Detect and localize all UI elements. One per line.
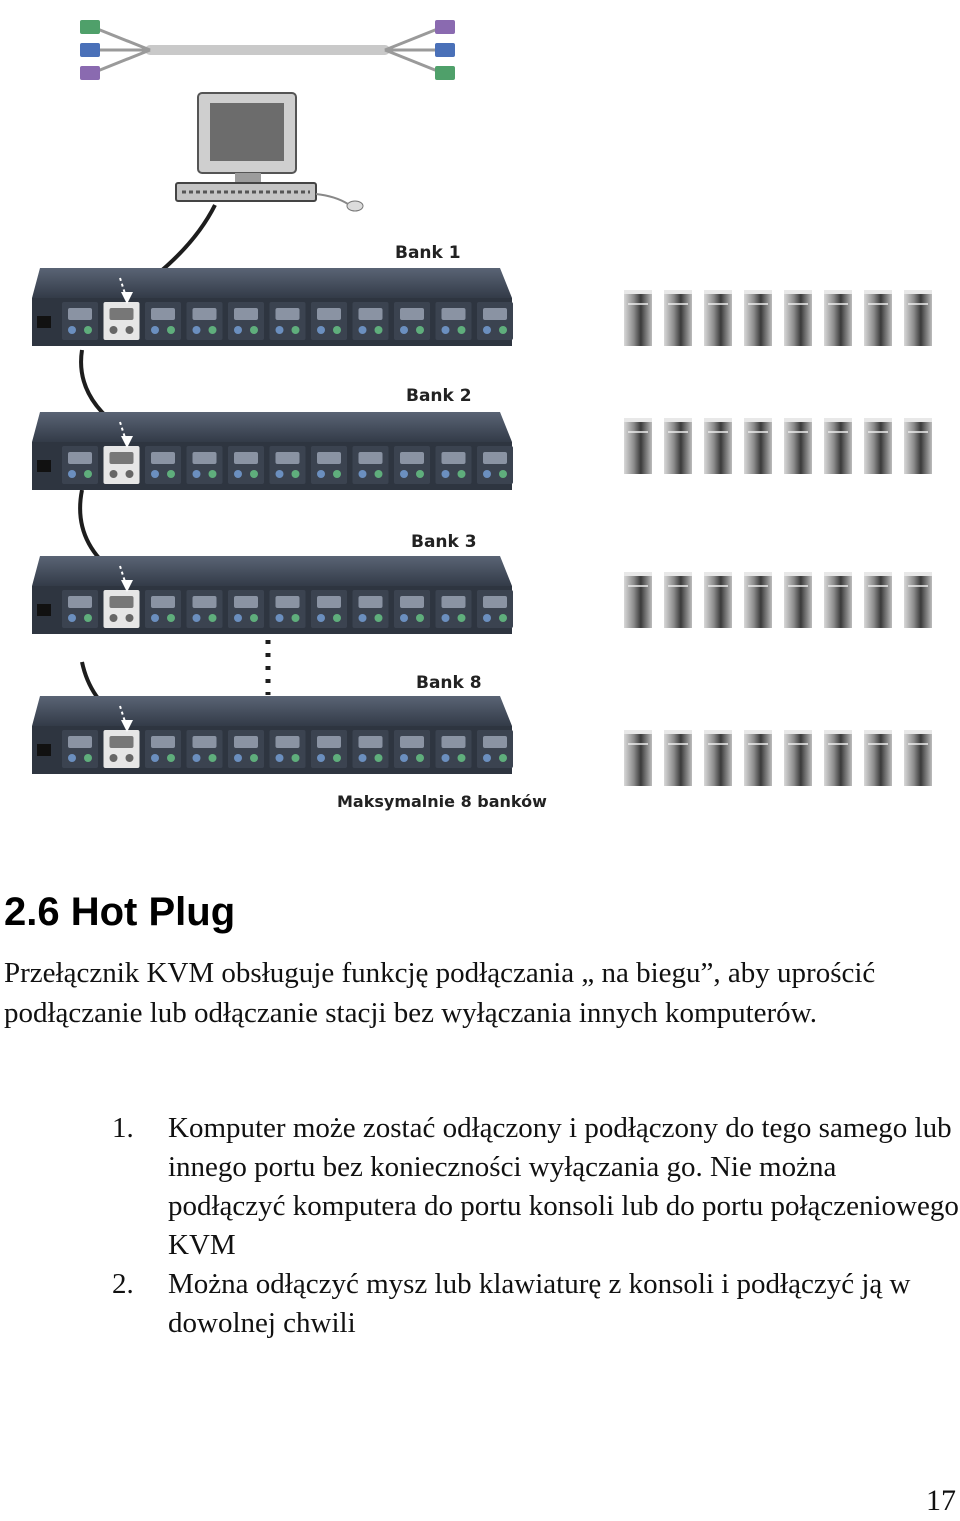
- switch-port: [62, 302, 98, 340]
- computer-tower-icon: [824, 730, 852, 786]
- switch-port: [104, 730, 140, 768]
- switch-port: [311, 446, 347, 484]
- switch-port: [436, 302, 472, 340]
- switch-port: [187, 590, 223, 628]
- switch-port: [145, 590, 181, 628]
- switch-port: [477, 590, 513, 628]
- switch-port: [353, 446, 389, 484]
- computer-tower-icon: [824, 418, 852, 474]
- computer-tower-icon: [624, 418, 652, 474]
- switch-port: [270, 446, 306, 484]
- switch-port: [394, 590, 430, 628]
- switch-port: [394, 302, 430, 340]
- computer-tower-icon: [704, 290, 732, 346]
- switch-port: [104, 446, 140, 484]
- computer-tower-icon: [864, 418, 892, 474]
- switch-port: [436, 730, 472, 768]
- switch-port: [436, 590, 472, 628]
- switch-port: [187, 446, 223, 484]
- computer-tower-icon: [784, 418, 812, 474]
- switch-port: [145, 302, 181, 340]
- list-item-text: Można odłączyć mysz lub klawiaturę z konsoli i podłączyć ją w dowolnej chwili: [168, 1268, 911, 1339]
- computer-tower-icon: [744, 730, 772, 786]
- switch-port: [353, 590, 389, 628]
- kvm-switch-bank-3: [32, 556, 513, 634]
- computer-tower-icon: [744, 572, 772, 628]
- kvm-switch-bank-1: [32, 268, 513, 346]
- computer-tower-icon: [864, 572, 892, 628]
- intro-paragraph: Przełącznik KVM obsługuje funkcję podłączania „ na biegu”, aby uprościć podłączanie lub odłączanie stacji bez wyłączania innych komputerów.: [4, 957, 876, 1029]
- computer-tower-icon: [864, 730, 892, 786]
- switch-port: [270, 730, 306, 768]
- switch-port: [311, 590, 347, 628]
- kvm-switch-bank-2: [32, 412, 513, 490]
- computer-tower-icon: [904, 572, 932, 628]
- computer-tower-icon: [864, 290, 892, 346]
- switch-port: [62, 446, 98, 484]
- switch-port: [270, 590, 306, 628]
- list-item: [0, 1265, 960, 1343]
- kvm-cable: [80, 20, 455, 80]
- computer-tower-icon: [624, 730, 652, 786]
- computer-tower-icon: [664, 572, 692, 628]
- bank-label: Bank 1: [395, 243, 461, 263]
- switch-port: [394, 446, 430, 484]
- switch-port: [228, 446, 264, 484]
- switch-port: [145, 730, 181, 768]
- computer-tower-icon: [664, 730, 692, 786]
- list-item: [0, 1109, 960, 1265]
- computer-tower-icon: [704, 572, 732, 628]
- computer-tower-icon: [904, 730, 932, 786]
- kvm-switch-bank-8: [32, 696, 513, 774]
- switch-port: [62, 590, 98, 628]
- computer-tower-icon: [704, 730, 732, 786]
- switch-port: [477, 446, 513, 484]
- switch-port: [62, 730, 98, 768]
- switch-port: [104, 302, 140, 340]
- switch-port: [353, 302, 389, 340]
- switch-port: [311, 302, 347, 340]
- switch-port: [104, 590, 140, 628]
- computer-tower-icon: [744, 290, 772, 346]
- console-station: [176, 93, 363, 211]
- switch-port: [394, 730, 430, 768]
- computer-tower-icon: [824, 572, 852, 628]
- computer-tower-icon: [624, 290, 652, 346]
- switch-port: [187, 302, 223, 340]
- bank-label: Bank 8: [416, 673, 482, 693]
- page-number: 17: [926, 1484, 956, 1517]
- bank-label: Bank 2: [406, 386, 472, 406]
- switch-port: [228, 590, 264, 628]
- computer-tower-icon: [784, 290, 812, 346]
- computer-towers: [624, 290, 932, 786]
- list-item-text: Komputer może zostać odłączony i podłączony do tego samego lub innego portu bez konieczności wyłączania go. Nie można podłączyć komputera do portu konsoli lub do portu połączeniowego KVM: [168, 1112, 959, 1261]
- computer-tower-icon: [664, 290, 692, 346]
- bank-label: Bank 3: [411, 532, 477, 552]
- switch-port: [145, 446, 181, 484]
- list-item-number: 2.: [112, 1268, 134, 1300]
- section-title: 2.6 Hot Plug: [4, 890, 236, 934]
- switch-port: [477, 302, 513, 340]
- computer-tower-icon: [744, 418, 772, 474]
- computer-tower-icon: [904, 418, 932, 474]
- computer-tower-icon: [824, 290, 852, 346]
- switch-port: [436, 446, 472, 484]
- switch-port: [353, 730, 389, 768]
- switch-port: [477, 730, 513, 768]
- switch-port: [311, 730, 347, 768]
- switch-port: [187, 730, 223, 768]
- computer-tower-icon: [904, 290, 932, 346]
- computer-tower-icon: [784, 730, 812, 786]
- switch-port: [228, 730, 264, 768]
- computer-tower-icon: [704, 418, 732, 474]
- computer-tower-icon: [784, 572, 812, 628]
- list-item-number: 1.: [112, 1112, 134, 1144]
- switch-port: [270, 302, 306, 340]
- computer-tower-icon: [664, 418, 692, 474]
- computer-tower-icon: [624, 572, 652, 628]
- hot-plug-list: [0, 1109, 960, 1343]
- switch-port: [228, 302, 264, 340]
- figure-caption: Maksymalnie 8 banków: [337, 792, 547, 811]
